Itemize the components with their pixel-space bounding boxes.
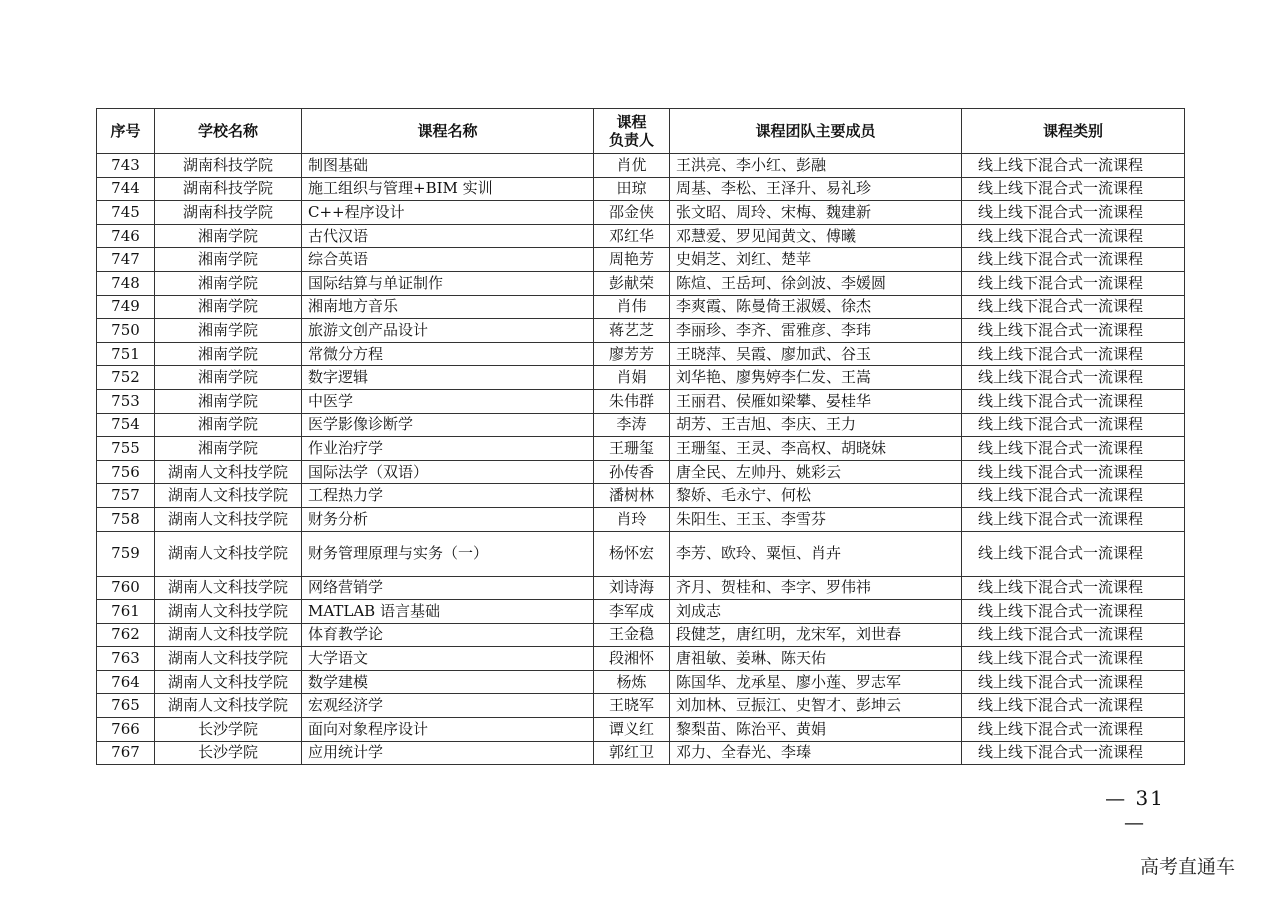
cell-course-lead: 朱伟群 [594, 389, 670, 413]
cell-course-name: MATLAB 语言基础 [302, 600, 594, 624]
cell-team-members: 王珊玺、王灵、李高权、胡晓妹 [670, 437, 962, 461]
cell-course-name: 综合英语 [302, 248, 594, 272]
cell-serial-number: 747 [97, 248, 155, 272]
cell-course-type: 线上线下混合式一流课程 [962, 694, 1185, 718]
table-row [97, 366, 1185, 390]
cell-team-members: 史娟芝、刘红、楚苹 [670, 248, 962, 272]
cell-course-name: 面向对象程序设计 [302, 718, 594, 742]
table-row [97, 460, 1185, 484]
cell-course-lead: 邓红华 [594, 224, 670, 248]
cell-course-lead: 孙传香 [594, 460, 670, 484]
table-row [97, 201, 1185, 225]
cell-school-name: 湘南学院 [155, 295, 302, 319]
table-row [97, 484, 1185, 508]
cell-serial-number: 750 [97, 319, 155, 343]
cell-course-lead: 王晓军 [594, 694, 670, 718]
header-course-type: 课程类别 [962, 109, 1185, 154]
cell-course-name: 制图基础 [302, 154, 594, 178]
cell-course-lead: 田琼 [594, 177, 670, 201]
cell-serial-number: 746 [97, 224, 155, 248]
header-course-lead-line2: 负责人 [608, 131, 654, 149]
cell-school-name: 湖南人文科技学院 [155, 670, 302, 694]
cell-course-name: 网络营销学 [302, 576, 594, 600]
cell-course-lead: 郭红卫 [594, 741, 670, 765]
table-body [97, 154, 1185, 765]
cell-course-lead: 刘诗海 [594, 576, 670, 600]
cell-course-name: 体育教学论 [302, 623, 594, 647]
cell-school-name: 湖南人文科技学院 [155, 531, 302, 576]
cell-course-type: 线上线下混合式一流课程 [962, 718, 1185, 742]
table-row [97, 437, 1185, 461]
cell-course-name: 常微分方程 [302, 342, 594, 366]
cell-team-members: 黎娇、毛永宁、何松 [670, 484, 962, 508]
cell-course-type: 线上线下混合式一流课程 [962, 531, 1185, 576]
cell-serial-number: 765 [97, 694, 155, 718]
cell-team-members: 王晓萍、吴霞、廖加武、谷玉 [670, 342, 962, 366]
table-row [97, 224, 1185, 248]
cell-course-type: 线上线下混合式一流课程 [962, 600, 1185, 624]
cell-school-name: 湘南学院 [155, 342, 302, 366]
table-row [97, 271, 1185, 295]
cell-course-type: 线上线下混合式一流课程 [962, 647, 1185, 671]
cell-school-name: 湘南学院 [155, 389, 302, 413]
cell-course-lead: 杨炼 [594, 670, 670, 694]
cell-course-lead: 肖娟 [594, 366, 670, 390]
cell-team-members: 陈煊、王岳珂、徐剑波、李媛圆 [670, 271, 962, 295]
cell-course-type: 线上线下混合式一流课程 [962, 460, 1185, 484]
cell-school-name: 湖南人文科技学院 [155, 647, 302, 671]
cell-course-name: 古代汉语 [302, 224, 594, 248]
cell-course-name: 中医学 [302, 389, 594, 413]
cell-course-lead: 邵金侠 [594, 201, 670, 225]
table-row [97, 413, 1185, 437]
cell-serial-number: 764 [97, 670, 155, 694]
watermark-text: 高考直通车 [1140, 856, 1236, 878]
cell-team-members: 胡芳、王吉旭、李庆、王力 [670, 413, 962, 437]
cell-serial-number: 757 [97, 484, 155, 508]
cell-school-name: 湘南学院 [155, 437, 302, 461]
cell-school-name: 湖南人文科技学院 [155, 694, 302, 718]
cell-course-lead: 肖优 [594, 154, 670, 178]
cell-team-members: 李爽霞、陈曼倚王淑媛、徐杰 [670, 295, 962, 319]
cell-course-type: 线上线下混合式一流课程 [962, 576, 1185, 600]
course-list-table [96, 108, 1185, 765]
cell-course-type: 线上线下混合式一流课程 [962, 319, 1185, 343]
cell-serial-number: 751 [97, 342, 155, 366]
cell-course-lead: 谭义红 [594, 718, 670, 742]
cell-team-members: 李丽珍、李齐、雷雅彦、李玮 [670, 319, 962, 343]
cell-course-lead: 潘树林 [594, 484, 670, 508]
cell-school-name: 湘南学院 [155, 413, 302, 437]
cell-course-name: 大学语文 [302, 647, 594, 671]
cell-team-members: 齐月、贺桂和、李字、罗伟祎 [670, 576, 962, 600]
cell-serial-number: 756 [97, 460, 155, 484]
header-course-lead-line1: 课程 [616, 113, 647, 131]
cell-school-name: 湘南学院 [155, 248, 302, 272]
cell-course-type: 线上线下混合式一流课程 [962, 342, 1185, 366]
cell-course-name: 数字逻辑 [302, 366, 594, 390]
cell-course-type: 线上线下混合式一流课程 [962, 389, 1185, 413]
cell-team-members: 邓力、全春光、李瑧 [670, 741, 962, 765]
cell-course-lead: 段湘怀 [594, 647, 670, 671]
cell-course-type: 线上线下混合式一流课程 [962, 295, 1185, 319]
cell-team-members: 张文昭、周玲、宋梅、魏建新 [670, 201, 962, 225]
cell-course-type: 线上线下混合式一流课程 [962, 271, 1185, 295]
cell-course-type: 线上线下混合式一流课程 [962, 507, 1185, 531]
cell-serial-number: 759 [97, 531, 155, 576]
cell-school-name: 湖南人文科技学院 [155, 576, 302, 600]
cell-serial-number: 760 [97, 576, 155, 600]
cell-course-lead: 李军成 [594, 600, 670, 624]
header-course-name: 课程名称 [302, 109, 594, 154]
cell-school-name: 湘南学院 [155, 224, 302, 248]
cell-course-name: 国际结算与单证制作 [302, 271, 594, 295]
table-row [97, 623, 1185, 647]
cell-course-name: 医学影像诊断学 [302, 413, 594, 437]
cell-serial-number: 761 [97, 600, 155, 624]
cell-course-lead: 廖芳芳 [594, 342, 670, 366]
cell-school-name: 湖南科技学院 [155, 201, 302, 225]
cell-course-type: 线上线下混合式一流课程 [962, 741, 1185, 765]
cell-team-members: 段健芝，唐红明，龙宋军，刘世春 [670, 623, 962, 647]
cell-course-type: 线上线下混合式一流课程 [962, 177, 1185, 201]
cell-course-lead: 周艳芳 [594, 248, 670, 272]
cell-school-name: 湘南学院 [155, 271, 302, 295]
cell-serial-number: 758 [97, 507, 155, 531]
cell-course-lead: 杨怀宏 [594, 531, 670, 576]
cell-team-members: 陈国华、龙承星、廖小莲、罗志军 [670, 670, 962, 694]
cell-serial-number: 748 [97, 271, 155, 295]
cell-school-name: 湖南人文科技学院 [155, 507, 302, 531]
cell-serial-number: 745 [97, 201, 155, 225]
cell-course-lead: 王金稳 [594, 623, 670, 647]
cell-course-type: 线上线下混合式一流课程 [962, 366, 1185, 390]
table-row [97, 319, 1185, 343]
cell-serial-number: 753 [97, 389, 155, 413]
cell-team-members: 刘成志 [670, 600, 962, 624]
cell-course-type: 线上线下混合式一流课程 [962, 413, 1185, 437]
cell-team-members: 黎梨苗、陈治平、黄娟 [670, 718, 962, 742]
cell-serial-number: 767 [97, 741, 155, 765]
table-row [97, 718, 1185, 742]
cell-course-name: 工程热力学 [302, 484, 594, 508]
cell-course-name: 应用统计学 [302, 741, 594, 765]
page-number: — 31 — [1105, 786, 1165, 834]
cell-course-type: 线上线下混合式一流课程 [962, 224, 1185, 248]
cell-school-name: 湖南人文科技学院 [155, 600, 302, 624]
cell-course-type: 线上线下混合式一流课程 [962, 484, 1185, 508]
table-row [97, 647, 1185, 671]
cell-school-name: 湘南学院 [155, 319, 302, 343]
cell-course-name: 旅游文创产品设计 [302, 319, 594, 343]
cell-course-name: 数学建模 [302, 670, 594, 694]
cell-team-members: 王洪亮、李小红、彭融 [670, 154, 962, 178]
cell-school-name: 湖南人文科技学院 [155, 484, 302, 508]
table-row [97, 670, 1185, 694]
cell-course-lead: 蒋艺芝 [594, 319, 670, 343]
cell-school-name: 湖南人文科技学院 [155, 623, 302, 647]
cell-team-members: 刘华艳、廖隽婷李仁发、王嵩 [670, 366, 962, 390]
header-school-name: 学校名称 [155, 109, 302, 154]
cell-course-name: C++程序设计 [302, 201, 594, 225]
cell-course-lead: 李涛 [594, 413, 670, 437]
cell-course-type: 线上线下混合式一流课程 [962, 248, 1185, 272]
cell-course-name: 财务分析 [302, 507, 594, 531]
table-row [97, 507, 1185, 531]
cell-school-name: 湖南科技学院 [155, 177, 302, 201]
cell-serial-number: 743 [97, 154, 155, 178]
cell-course-name: 作业治疗学 [302, 437, 594, 461]
table-row [97, 741, 1185, 765]
cell-team-members: 王丽君、侯雁如梁攀、晏桂华 [670, 389, 962, 413]
cell-course-type: 线上线下混合式一流课程 [962, 154, 1185, 178]
table-row [97, 600, 1185, 624]
cell-course-name: 施工组织与管理+BIM 实训 [302, 177, 594, 201]
table-row [97, 389, 1185, 413]
header-serial-number: 序号 [97, 109, 155, 154]
cell-school-name: 湖南科技学院 [155, 154, 302, 178]
cell-team-members: 刘加林、豆振江、史智才、彭坤云 [670, 694, 962, 718]
cell-team-members: 朱阳生、王玉、李雪芬 [670, 507, 962, 531]
cell-course-type: 线上线下混合式一流课程 [962, 201, 1185, 225]
cell-school-name: 长沙学院 [155, 718, 302, 742]
cell-team-members: 李芳、欧玲、粟恒、肖卉 [670, 531, 962, 576]
cell-serial-number: 755 [97, 437, 155, 461]
cell-course-lead: 彭献荣 [594, 271, 670, 295]
cell-team-members: 周基、李松、王泽升、易礼珍 [670, 177, 962, 201]
cell-course-name: 国际法学（双语） [302, 460, 594, 484]
cell-team-members: 邓慧爱、罗见闻黄文、傅曦 [670, 224, 962, 248]
cell-course-lead: 肖玲 [594, 507, 670, 531]
cell-serial-number: 752 [97, 366, 155, 390]
cell-school-name: 长沙学院 [155, 741, 302, 765]
cell-serial-number: 749 [97, 295, 155, 319]
cell-course-type: 线上线下混合式一流课程 [962, 670, 1185, 694]
table-header-row [97, 109, 1185, 154]
table-row [97, 248, 1185, 272]
table-row [97, 694, 1185, 718]
cell-serial-number: 762 [97, 623, 155, 647]
cell-course-type: 线上线下混合式一流课程 [962, 623, 1185, 647]
cell-course-lead: 王珊玺 [594, 437, 670, 461]
table-row [97, 531, 1185, 576]
cell-course-type: 线上线下混合式一流课程 [962, 437, 1185, 461]
cell-school-name: 湖南人文科技学院 [155, 460, 302, 484]
table-row [97, 154, 1185, 178]
cell-team-members: 唐全民、左帅丹、姚彩云 [670, 460, 962, 484]
table-row [97, 295, 1185, 319]
cell-team-members: 唐祖敏、姜琳、陈天佑 [670, 647, 962, 671]
cell-course-lead: 肖伟 [594, 295, 670, 319]
header-team-members: 课程团队主要成员 [670, 109, 962, 154]
cell-serial-number: 763 [97, 647, 155, 671]
cell-course-name: 财务管理原理与实务（一） [302, 531, 594, 576]
table-row [97, 576, 1185, 600]
header-course-lead [594, 109, 670, 154]
table-row [97, 342, 1185, 366]
cell-serial-number: 754 [97, 413, 155, 437]
cell-course-name: 湘南地方音乐 [302, 295, 594, 319]
cell-serial-number: 766 [97, 718, 155, 742]
cell-course-name: 宏观经济学 [302, 694, 594, 718]
cell-school-name: 湘南学院 [155, 366, 302, 390]
table-row [97, 177, 1185, 201]
cell-serial-number: 744 [97, 177, 155, 201]
